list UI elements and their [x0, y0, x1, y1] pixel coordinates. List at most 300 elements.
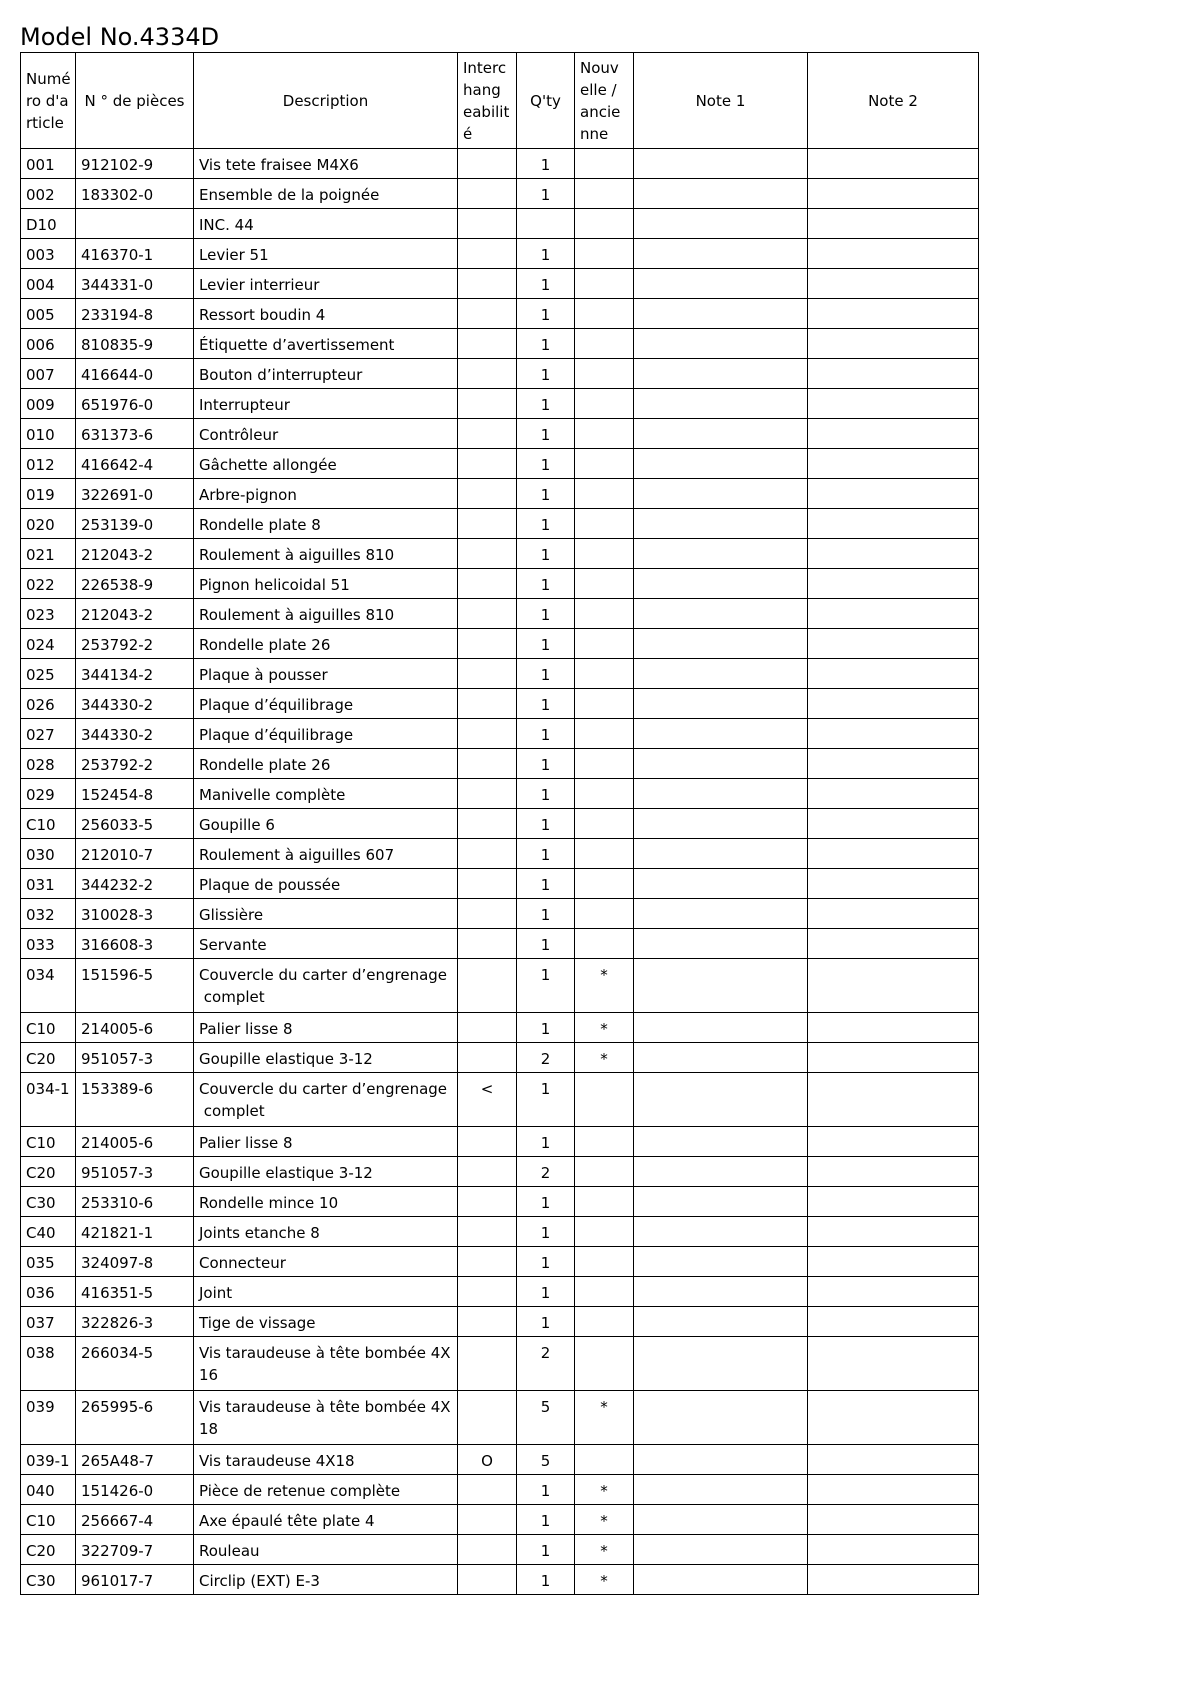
cell-interchangeability: [458, 779, 517, 809]
cell-quantity: 1: [517, 599, 575, 629]
cell-note-2: [808, 1247, 979, 1277]
header-row: [21, 53, 979, 149]
cell-new-old: [575, 719, 634, 749]
cell-new-old: [575, 1073, 634, 1127]
cell-new-old: [575, 299, 634, 329]
cell-new-old: [575, 269, 634, 299]
cell-part-number: 416644-0: [76, 359, 194, 389]
table-row: [21, 1535, 979, 1565]
header-new-old: Nouv elle / ancie nne: [575, 53, 634, 149]
cell-interchangeability: [458, 329, 517, 359]
cell-part-number: 344134-2: [76, 659, 194, 689]
cell-part-number: 212043-2: [76, 539, 194, 569]
cell-note-1: [634, 1217, 808, 1247]
cell-part-number: 651976-0: [76, 389, 194, 419]
cell-quantity: 1: [517, 239, 575, 269]
cell-new-old: [575, 209, 634, 239]
cell-note-2: [808, 869, 979, 899]
table-row: [21, 389, 979, 419]
cell-quantity: 1: [517, 179, 575, 209]
cell-item-number: C10: [21, 1505, 76, 1535]
cell-description: Palier lisse 8: [194, 1013, 458, 1043]
cell-note-1: [634, 1307, 808, 1337]
cell-note-1: [634, 1565, 808, 1595]
cell-interchangeability: [458, 599, 517, 629]
cell-new-old: [575, 1127, 634, 1157]
cell-item-number: 005: [21, 299, 76, 329]
cell-note-2: [808, 629, 979, 659]
cell-item-number: 033: [21, 929, 76, 959]
cell-interchangeability: [458, 809, 517, 839]
cell-note-2: [808, 1505, 979, 1535]
cell-quantity: 1: [517, 959, 575, 1013]
cell-note-2: [808, 509, 979, 539]
cell-description: Rondelle plate 26: [194, 749, 458, 779]
cell-interchangeability: [458, 1013, 517, 1043]
cell-new-old: [575, 929, 634, 959]
cell-interchangeability: [458, 1391, 517, 1445]
cell-description: Levier interrieur: [194, 269, 458, 299]
cell-part-number: 316608-3: [76, 929, 194, 959]
cell-part-number: 266034-5: [76, 1337, 194, 1391]
cell-new-old: *: [575, 1013, 634, 1043]
cell-item-number: 025: [21, 659, 76, 689]
cell-new-old: [575, 149, 634, 179]
cell-part-number: 212043-2: [76, 599, 194, 629]
cell-note-2: [808, 1187, 979, 1217]
cell-note-2: [808, 359, 979, 389]
cell-description: Roulement à aiguilles 607: [194, 839, 458, 869]
cell-quantity: 1: [517, 359, 575, 389]
cell-note-1: [634, 1127, 808, 1157]
cell-interchangeability: [458, 299, 517, 329]
cell-new-old: [575, 689, 634, 719]
page-title: Model No.4334D: [20, 23, 220, 51]
cell-quantity: 1: [517, 689, 575, 719]
cell-interchangeability: [458, 1217, 517, 1247]
cell-note-1: [634, 179, 808, 209]
cell-new-old: [575, 809, 634, 839]
cell-note-1: [634, 419, 808, 449]
cell-quantity: 1: [517, 329, 575, 359]
table-row: [21, 569, 979, 599]
cell-quantity: 1: [517, 1127, 575, 1157]
cell-item-number: 037: [21, 1307, 76, 1337]
cell-item-number: 019: [21, 479, 76, 509]
cell-item-number: 003: [21, 239, 76, 269]
cell-item-number: 010: [21, 419, 76, 449]
cell-description: Rondelle mince 10: [194, 1187, 458, 1217]
cell-interchangeability: [458, 899, 517, 929]
table-row: [21, 689, 979, 719]
cell-note-1: [634, 659, 808, 689]
table-row: [21, 629, 979, 659]
cell-interchangeability: [458, 1307, 517, 1337]
cell-note-1: [634, 1391, 808, 1445]
cell-part-number: [76, 209, 194, 239]
table-row: [21, 1043, 979, 1073]
cell-description: Couvercle du carter d’engrenage complet: [194, 1073, 458, 1127]
cell-new-old: *: [575, 1043, 634, 1073]
cell-interchangeability: [458, 839, 517, 869]
cell-item-number: 034: [21, 959, 76, 1013]
cell-part-number: 152454-8: [76, 779, 194, 809]
cell-part-number: 253310-6: [76, 1187, 194, 1217]
cell-quantity: 1: [517, 1217, 575, 1247]
table-row: [21, 1277, 979, 1307]
cell-new-old: [575, 389, 634, 419]
table-row: [21, 1073, 979, 1127]
cell-interchangeability: [458, 869, 517, 899]
cell-quantity: 1: [517, 299, 575, 329]
cell-quantity: 1: [517, 749, 575, 779]
table-header: [21, 53, 979, 149]
cell-note-2: [808, 1157, 979, 1187]
table-row: [21, 1157, 979, 1187]
table-row: [21, 1475, 979, 1505]
cell-new-old: [575, 479, 634, 509]
cell-note-2: [808, 419, 979, 449]
cell-item-number: 004: [21, 269, 76, 299]
cell-new-old: [575, 1157, 634, 1187]
cell-description: Contrôleur: [194, 419, 458, 449]
cell-new-old: [575, 659, 634, 689]
cell-interchangeability: [458, 1475, 517, 1505]
table-row: [21, 929, 979, 959]
cell-description: Levier 51: [194, 239, 458, 269]
cell-note-1: [634, 569, 808, 599]
cell-note-2: [808, 1277, 979, 1307]
cell-item-number: C40: [21, 1217, 76, 1247]
cell-new-old: [575, 629, 634, 659]
cell-note-1: [634, 1013, 808, 1043]
cell-new-old: *: [575, 1535, 634, 1565]
cell-part-number: 265A48-7: [76, 1445, 194, 1475]
cell-new-old: [575, 509, 634, 539]
cell-description: Plaque d’équilibrage: [194, 719, 458, 749]
cell-new-old: [575, 359, 634, 389]
cell-interchangeability: [458, 1127, 517, 1157]
cell-quantity: 1: [517, 839, 575, 869]
header-description: Description: [194, 53, 458, 149]
cell-interchangeability: [458, 569, 517, 599]
cell-item-number: 026: [21, 689, 76, 719]
table-row: [21, 869, 979, 899]
cell-quantity: 1: [517, 899, 575, 929]
cell-description: Roulement à aiguilles 810: [194, 539, 458, 569]
cell-quantity: 1: [517, 1475, 575, 1505]
cell-item-number: 006: [21, 329, 76, 359]
table-row: [21, 539, 979, 569]
cell-item-number: 028: [21, 749, 76, 779]
cell-part-number: 226538-9: [76, 569, 194, 599]
cell-note-1: [634, 539, 808, 569]
cell-interchangeability: [458, 149, 517, 179]
cell-note-1: [634, 389, 808, 419]
table-row: [21, 749, 979, 779]
cell-interchangeability: [458, 239, 517, 269]
table-row: [21, 239, 979, 269]
cell-quantity: 1: [517, 449, 575, 479]
cell-description: Goupille elastique 3-12: [194, 1157, 458, 1187]
cell-item-number: 009: [21, 389, 76, 419]
table-row: [21, 1187, 979, 1217]
cell-item-number: 012: [21, 449, 76, 479]
cell-note-1: [634, 1535, 808, 1565]
cell-note-2: [808, 149, 979, 179]
cell-note-2: [808, 839, 979, 869]
cell-note-2: [808, 689, 979, 719]
cell-interchangeability: [458, 269, 517, 299]
cell-note-1: [634, 449, 808, 479]
cell-interchangeability: [458, 419, 517, 449]
cell-note-1: [634, 1505, 808, 1535]
cell-note-2: [808, 779, 979, 809]
cell-item-number: C20: [21, 1157, 76, 1187]
cell-new-old: [575, 779, 634, 809]
cell-interchangeability: [458, 1277, 517, 1307]
cell-part-number: 416370-1: [76, 239, 194, 269]
cell-description: INC. 44: [194, 209, 458, 239]
cell-quantity: 2: [517, 1043, 575, 1073]
cell-quantity: 1: [517, 1277, 575, 1307]
cell-part-number: 214005-6: [76, 1127, 194, 1157]
cell-note-1: [634, 629, 808, 659]
cell-description: Interrupteur: [194, 389, 458, 419]
cell-quantity: 1: [517, 1247, 575, 1277]
header-note-1: Note 1: [634, 53, 808, 149]
cell-quantity: 1: [517, 869, 575, 899]
cell-description: Glissière: [194, 899, 458, 929]
cell-note-2: [808, 959, 979, 1013]
cell-part-number: 265995-6: [76, 1391, 194, 1445]
table-row: [21, 299, 979, 329]
cell-interchangeability: [458, 929, 517, 959]
cell-item-number: 036: [21, 1277, 76, 1307]
cell-note-1: [634, 689, 808, 719]
header-quantity: Q'ty: [517, 53, 575, 149]
cell-note-2: [808, 899, 979, 929]
cell-new-old: [575, 599, 634, 629]
cell-part-number: 322826-3: [76, 1307, 194, 1337]
cell-part-number: 416642-4: [76, 449, 194, 479]
cell-new-old: [575, 1445, 634, 1475]
cell-part-number: 951057-3: [76, 1157, 194, 1187]
cell-note-1: [634, 209, 808, 239]
cell-note-1: [634, 1073, 808, 1127]
table-row: [21, 779, 979, 809]
cell-description: Servante: [194, 929, 458, 959]
cell-item-number: 032: [21, 899, 76, 929]
cell-quantity: 1: [517, 269, 575, 299]
table-row: [21, 839, 979, 869]
table-row: [21, 1127, 979, 1157]
header-interchangeability: Interc hang eabilit é: [458, 53, 517, 149]
cell-part-number: 253139-0: [76, 509, 194, 539]
cell-description: Pièce de retenue complète: [194, 1475, 458, 1505]
cell-description: Gâchette allongée: [194, 449, 458, 479]
cell-interchangeability: [458, 359, 517, 389]
cell-interchangeability: [458, 479, 517, 509]
cell-note-1: [634, 1475, 808, 1505]
cell-interchangeability: [458, 959, 517, 1013]
table-row: [21, 329, 979, 359]
cell-description: Joint: [194, 1277, 458, 1307]
cell-description: Plaque d’équilibrage: [194, 689, 458, 719]
cell-part-number: 416351-5: [76, 1277, 194, 1307]
cell-note-1: [634, 149, 808, 179]
cell-item-number: D10: [21, 209, 76, 239]
cell-interchangeability: [458, 449, 517, 479]
cell-interchangeability: <: [458, 1073, 517, 1127]
cell-quantity: 1: [517, 389, 575, 419]
cell-quantity: 1: [517, 659, 575, 689]
cell-interchangeability: [458, 1043, 517, 1073]
cell-new-old: *: [575, 959, 634, 1013]
table-row: [21, 659, 979, 689]
cell-interchangeability: [458, 719, 517, 749]
cell-part-number: 344330-2: [76, 689, 194, 719]
table-body: [21, 149, 979, 1595]
cell-quantity: 1: [517, 629, 575, 659]
cell-new-old: *: [575, 1565, 634, 1595]
cell-note-1: [634, 1187, 808, 1217]
cell-note-2: [808, 1073, 979, 1127]
cell-item-number: 040: [21, 1475, 76, 1505]
cell-interchangeability: [458, 1565, 517, 1595]
cell-description: Manivelle complète: [194, 779, 458, 809]
cell-description: Roulement à aiguilles 810: [194, 599, 458, 629]
cell-part-number: 153389-6: [76, 1073, 194, 1127]
table-row: [21, 599, 979, 629]
cell-part-number: 253792-2: [76, 749, 194, 779]
table-row: [21, 179, 979, 209]
cell-note-2: [808, 599, 979, 629]
header-note-2: Note 2: [808, 53, 979, 149]
cell-interchangeability: [458, 659, 517, 689]
cell-new-old: [575, 419, 634, 449]
cell-item-number: 038: [21, 1337, 76, 1391]
cell-note-2: [808, 1307, 979, 1337]
cell-interchangeability: [458, 749, 517, 779]
cell-item-number: 022: [21, 569, 76, 599]
cell-description: Tige de vissage: [194, 1307, 458, 1337]
cell-interchangeability: [458, 179, 517, 209]
cell-item-number: 034-1: [21, 1073, 76, 1127]
cell-note-1: [634, 899, 808, 929]
table-row: [21, 1445, 979, 1475]
cell-part-number: 961017-7: [76, 1565, 194, 1595]
cell-note-2: [808, 659, 979, 689]
cell-description: Vis tete fraisee M4X6: [194, 149, 458, 179]
cell-item-number: C10: [21, 809, 76, 839]
cell-new-old: [575, 539, 634, 569]
header-part-number: N ° de pièces: [76, 53, 194, 149]
cell-note-1: [634, 779, 808, 809]
cell-quantity: 1: [517, 1187, 575, 1217]
cell-description: Plaque à pousser: [194, 659, 458, 689]
cell-note-2: [808, 719, 979, 749]
cell-description: Connecteur: [194, 1247, 458, 1277]
cell-part-number: 322691-0: [76, 479, 194, 509]
cell-note-2: [808, 749, 979, 779]
cell-item-number: C10: [21, 1127, 76, 1157]
cell-note-1: [634, 329, 808, 359]
cell-new-old: [575, 899, 634, 929]
table-row: [21, 149, 979, 179]
cell-item-number: 021: [21, 539, 76, 569]
cell-note-1: [634, 269, 808, 299]
cell-note-2: [808, 1043, 979, 1073]
parts-table: [20, 52, 979, 1595]
cell-interchangeability: [458, 1535, 517, 1565]
cell-note-2: [808, 209, 979, 239]
cell-part-number: 256667-4: [76, 1505, 194, 1535]
cell-new-old: [575, 569, 634, 599]
cell-part-number: 322709-7: [76, 1535, 194, 1565]
table-row: [21, 1307, 979, 1337]
cell-note-2: [808, 449, 979, 479]
cell-new-old: [575, 1337, 634, 1391]
cell-quantity: 1: [517, 779, 575, 809]
cell-note-1: [634, 809, 808, 839]
table-row: [21, 1247, 979, 1277]
cell-part-number: 631373-6: [76, 419, 194, 449]
cell-item-number: 002: [21, 179, 76, 209]
cell-item-number: 001: [21, 149, 76, 179]
cell-part-number: 310028-3: [76, 899, 194, 929]
table-row: [21, 719, 979, 749]
cell-quantity: 2: [517, 1157, 575, 1187]
table-row: [21, 1337, 979, 1391]
cell-part-number: 183302-0: [76, 179, 194, 209]
cell-interchangeability: [458, 1505, 517, 1535]
cell-part-number: 151426-0: [76, 1475, 194, 1505]
cell-item-number: 030: [21, 839, 76, 869]
cell-description: Couvercle du carter d’engrenage complet: [194, 959, 458, 1013]
cell-description: Ensemble de la poignée: [194, 179, 458, 209]
cell-note-2: [808, 269, 979, 299]
cell-quantity: 1: [517, 419, 575, 449]
cell-new-old: [575, 1247, 634, 1277]
cell-note-2: [808, 329, 979, 359]
cell-item-number: 023: [21, 599, 76, 629]
cell-quantity: 1: [517, 809, 575, 839]
cell-description: Axe épaulé tête plate 4: [194, 1505, 458, 1535]
cell-part-number: 233194-8: [76, 299, 194, 329]
cell-quantity: 5: [517, 1445, 575, 1475]
cell-note-1: [634, 599, 808, 629]
cell-interchangeability: [458, 539, 517, 569]
cell-note-1: [634, 509, 808, 539]
cell-description: Palier lisse 8: [194, 1127, 458, 1157]
cell-item-number: 007: [21, 359, 76, 389]
cell-description: Plaque de poussée: [194, 869, 458, 899]
cell-note-2: [808, 479, 979, 509]
cell-new-old: *: [575, 1475, 634, 1505]
cell-interchangeability: O: [458, 1445, 517, 1475]
table-row: [21, 899, 979, 929]
cell-new-old: [575, 1217, 634, 1247]
cell-note-2: [808, 1535, 979, 1565]
cell-new-old: [575, 179, 634, 209]
cell-description: Arbre-pignon: [194, 479, 458, 509]
cell-part-number: 151596-5: [76, 959, 194, 1013]
cell-item-number: C20: [21, 1535, 76, 1565]
cell-quantity: 1: [517, 1307, 575, 1337]
table-row: [21, 1505, 979, 1535]
cell-new-old: *: [575, 1505, 634, 1535]
